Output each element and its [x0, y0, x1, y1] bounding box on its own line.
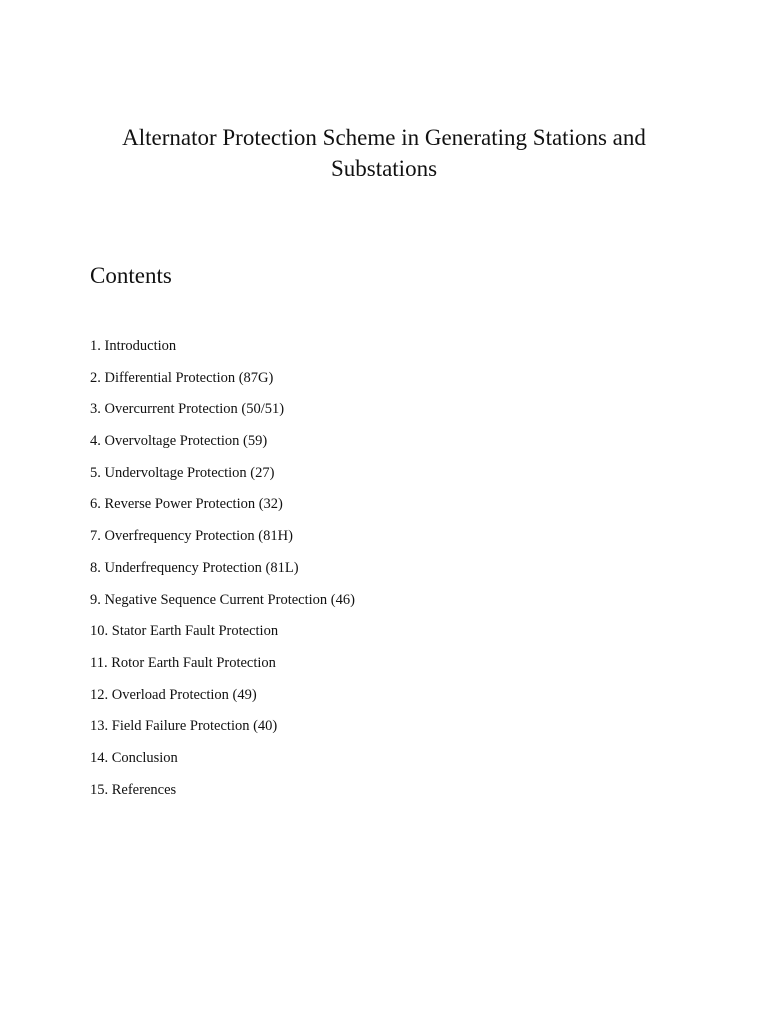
- table-of-contents: [90, 336, 355, 811]
- toc-item-undervoltage-protection: 5. Undervoltage Protection (27): [90, 464, 275, 481]
- toc-item-references: 15. References: [90, 781, 177, 798]
- toc-item-introduction: 1. Introduction: [90, 338, 177, 354]
- toc-item-rotor-earth-fault: 11. Rotor Earth Fault Protection: [90, 654, 276, 671]
- toc-item-overfrequency-protection: 7. Overfrequency Protection (81H): [90, 528, 293, 545]
- toc-item-overvoltage-protection: 4. Overvoltage Protection (59): [90, 433, 268, 450]
- toc-item-negative-sequence-protection: 9. Negative Sequence Current Protection (46): [90, 591, 355, 608]
- toc-item-reverse-power-protection: 6. Reverse Power Protection (32): [90, 496, 283, 513]
- toc-item-underfrequency-protection: 8. Underfrequency Protection (81L): [90, 559, 299, 576]
- toc-item-field-failure-protection: 13. Field Failure Protection (40): [90, 718, 278, 735]
- toc-item-stator-earth-fault: 10. Stator Earth Fault Protection: [90, 623, 279, 640]
- toc-item-differential-protection: 2. Differential Protection (87G): [90, 369, 274, 386]
- toc-item-overload-protection: 12. Overload Protection (49): [90, 686, 257, 703]
- toc-item-overcurrent-protection: 3. Overcurrent Protection (50/51): [90, 401, 285, 418]
- toc-item-conclusion: 14. Conclusion: [90, 749, 178, 766]
- document-title: Alternator Protection Scheme in Generating Stations and Substations: [122, 125, 646, 181]
- contents-heading: Contents: [90, 263, 172, 288]
